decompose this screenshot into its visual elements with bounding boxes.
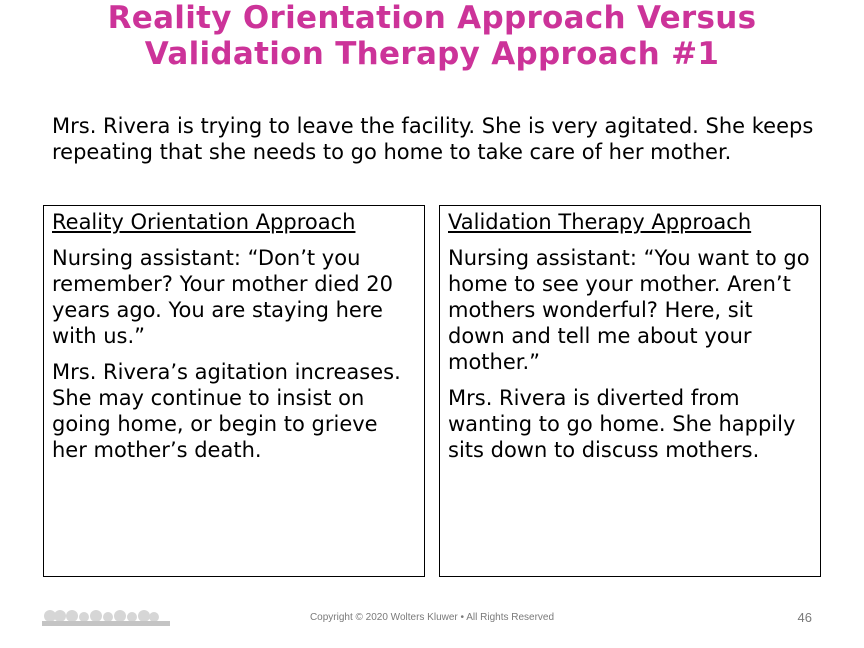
slide-title-line-2: Validation Therapy Approach #1 [144,36,720,72]
reality-orientation-heading: Reality Orientation Approach [52,210,356,234]
slide-title [0,0,864,72]
validation-therapy-heading: Validation Therapy Approach [448,210,752,234]
reality-orientation-box [43,205,425,577]
validation-therapy-outcome: Mrs. Rivera is diverted from wanting to go home. She happily sits down to discuss mothers. [448,386,796,462]
reality-orientation-outcome: Mrs. Rivera’s agitation increases. She may continue to insist on going home, or begin to grieve her mother’s death. [52,360,401,462]
scenario-text: Mrs. Rivera is trying to leave the facility. She is very agitated. She keeps repeating that she needs to go home to take care of her mother. [52,114,814,164]
copyright-text: Copyright © 2020 Wolters Kluwer • All Rights Reserved [309,612,555,623]
slide-title-line-1: Reality Orientation Approach Versus [107,0,757,36]
page-number: 46 [797,610,812,625]
validation-therapy-box [439,205,821,577]
validation-therapy-dialogue: Nursing assistant: “You want to go home to see your mother. Aren’t mothers wonderful? Here, sit down and tell me about your mother.” [448,246,810,374]
reality-orientation-dialogue: Nursing assistant: “Don’t you remember? Your mother died 20 years ago. You are staying here with us.” [52,246,394,348]
